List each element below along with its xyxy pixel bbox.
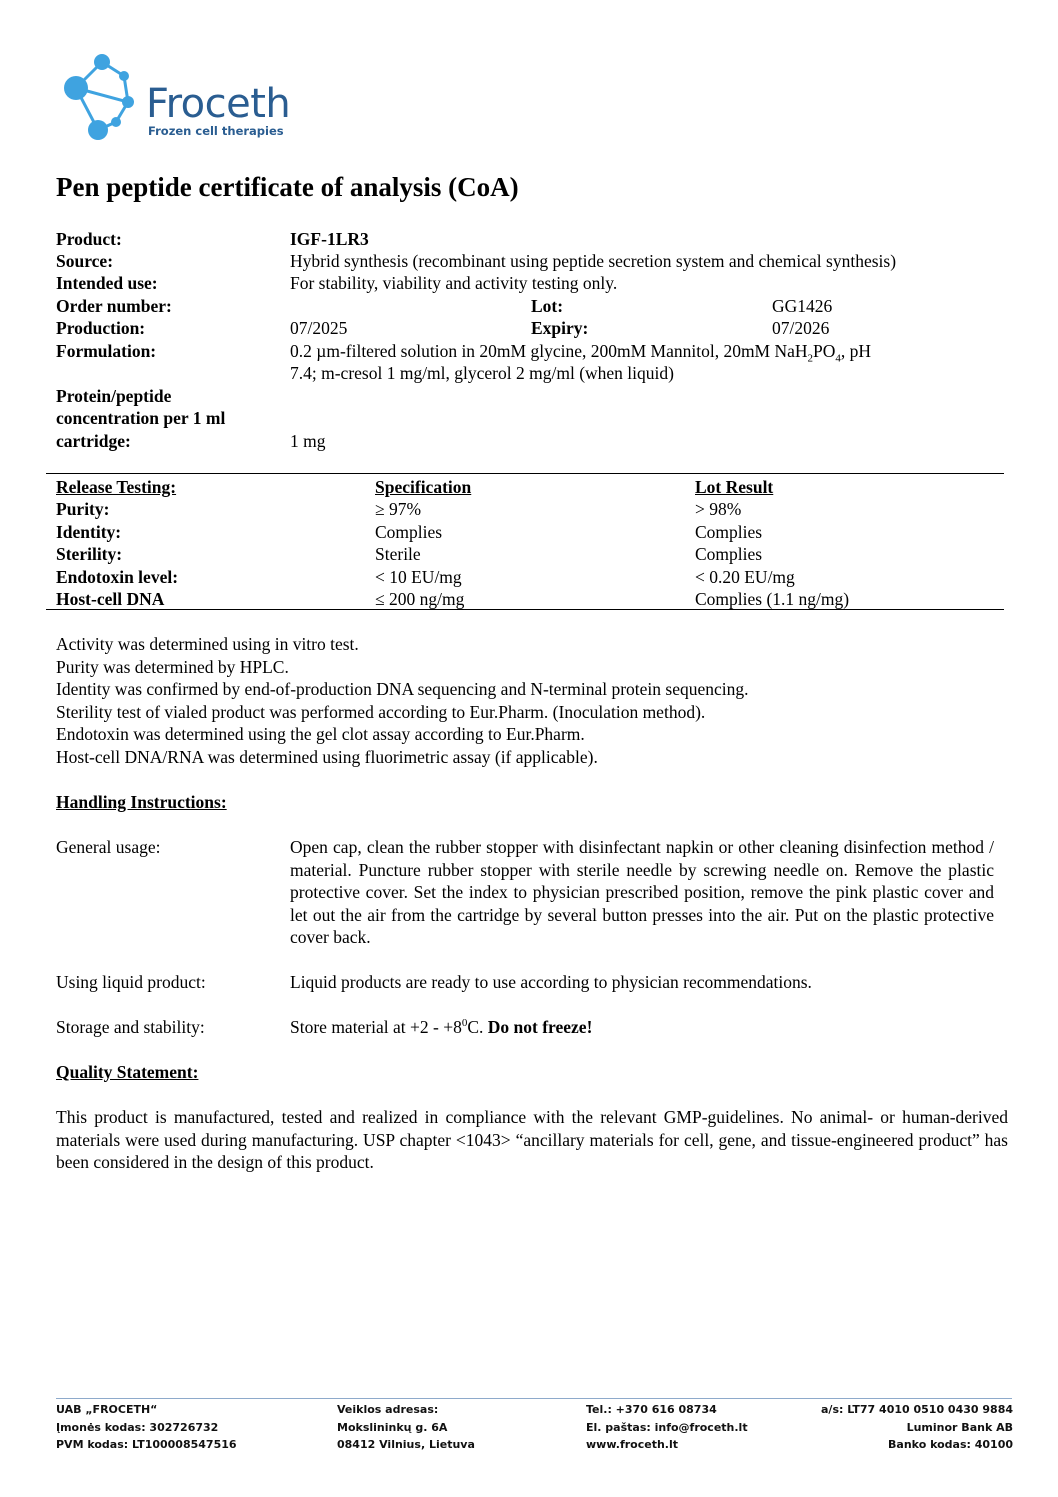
footer-bank: a/s: LT77 4010 0510 0430 9884 Luminor Bank AB Banko kodas: 40100 — [821, 1403, 1013, 1451]
formulation-line-1: 0.2 µm-filtered solution in 20mM glycine, 200mM Mannitol, 20mM $NaH_2PO_4$, pH — [290, 341, 872, 365]
formulation-label: Formulation: — [56, 341, 157, 361]
handling-heading: Handling Instructions: — [56, 792, 227, 812]
table-bottom-rule — [46, 609, 1004, 610]
row-result: < 0.20 EU/mg — [695, 567, 795, 587]
logo-tagline: Frozen cell therapies — [148, 124, 284, 138]
general-usage-text: Open cap, clean the rubber stopper with disinfectant napkin or other cleaning disinfection method / material. Puncture rubber stopper with sterile needle by screwing needle on. Remove the plastic protective cover. Set the index to physician prescribed position, remove the pink plastic cover and let out the air from the cartridge by several button presses into the air. Put on the plastic protective cover back. — [290, 837, 994, 948]
formulation-line-2: 7.4; m-cresol 1 mg/ml, glycerol 2 mg/ml (when liquid) — [290, 363, 674, 383]
intended-use-label: Intended use: — [56, 273, 158, 293]
table-top-rule — [46, 473, 1004, 474]
general-usage-label: General usage: — [56, 837, 161, 857]
concentration-label-1: Protein/peptide — [56, 386, 172, 406]
storage-label: Storage and stability: — [56, 1017, 205, 1037]
expiry-value: 07/2026 — [772, 318, 830, 338]
footer-contact: Tel.: +370 616 08734 El. paštas: info@froceth.lt www.froceth.lt — [586, 1403, 748, 1451]
row-test: Host-cell DNA — [56, 589, 165, 609]
page-title: Pen peptide certificate of analysis (CoA) — [56, 172, 519, 202]
row-spec: ≤ 200 ng/mg — [375, 589, 465, 609]
concentration-label-2: concentration per 1 ml — [56, 408, 226, 428]
production-label: Production: — [56, 318, 146, 338]
row-spec: Complies — [375, 522, 443, 542]
row-result: Complies — [695, 522, 763, 542]
liquid-product-text: Liquid products are ready to use according to physician recommendations. — [290, 972, 812, 992]
logo-wordmark: Froceth — [146, 81, 291, 127]
lot-value: GG1426 — [772, 296, 833, 316]
row-spec: Sterile — [375, 544, 421, 564]
footer-rule — [56, 1398, 1012, 1399]
row-result: > 98% — [695, 499, 742, 519]
liquid-product-label: Using liquid product: — [56, 972, 206, 992]
footer-company: UAB „FROCETH“ Įmonės kodas: 302726732 PVM kodas: LT100008547516 — [56, 1403, 237, 1451]
product-value: IGF-1LR3 — [290, 229, 369, 249]
row-test: Endotoxin level: — [56, 567, 179, 587]
row-result: Complies — [695, 544, 763, 564]
row-result: Complies (1.1 ng/mg) — [695, 589, 850, 609]
lot-label: Lot: — [531, 296, 564, 316]
company-logo — [56, 50, 316, 150]
note-line: Host-cell DNA/RNA was determined using fluorimetric assay (if applicable). — [56, 747, 598, 767]
row-test: Identity: — [56, 522, 122, 542]
concentration-label-3: cartridge: — [56, 431, 131, 451]
molecule-icon — [56, 50, 146, 150]
storage-text: Store material at $+2 - +8^0C$. Do not freeze! — [290, 1017, 593, 1037]
row-test: Sterility: — [56, 544, 123, 564]
quality-text: This product is manufactured, tested and realized in compliance with the relevant GMP-guidelines. No animal- or human-derived materials were used during manufacturing. USP chapter <1043> “ancillary materials for cell, gene, and tissue-engineered product” has been considered in the design of this product. — [56, 1107, 1008, 1173]
footer-address: Veiklos adresas: Mokslininkų g. 6A 08412 Vilnius, Lietuva — [337, 1403, 475, 1451]
intended-use-value: For stability, viability and activity testing only. — [290, 273, 618, 293]
production-value: 07/2025 — [290, 318, 348, 338]
note-line: Sterility test of vialed product was performed according to Eur.Pharm. (Inoculation method). — [56, 702, 706, 722]
expiry-label: Expiry: — [531, 318, 589, 338]
quality-heading: Quality Statement: — [56, 1062, 199, 1082]
note-line: Endotoxin was determined using the gel clot assay according to Eur.Pharm. — [56, 724, 585, 744]
table-header-result: Lot Result — [695, 477, 774, 497]
concentration-value: 1 mg — [290, 431, 326, 451]
product-label: Product: — [56, 229, 122, 249]
note-line: Activity was determined using in vitro test. — [56, 634, 359, 654]
order-number-label: Order number: — [56, 296, 172, 316]
row-spec: < 10 EU/mg — [375, 567, 462, 587]
table-header-test: Release Testing: — [56, 477, 177, 497]
source-label: Source: — [56, 251, 114, 271]
row-test: Purity: — [56, 499, 110, 519]
note-line: Identity was confirmed by end-of-production DNA sequencing and N-terminal protein sequencing. — [56, 679, 749, 699]
table-header-spec: Specification — [375, 477, 472, 497]
row-spec: ≥ 97% — [375, 499, 422, 519]
note-line: Purity was determined by HPLC. — [56, 657, 289, 677]
source-value: Hybrid synthesis (recombinant using peptide secretion system and chemical synthesis) — [290, 251, 897, 271]
